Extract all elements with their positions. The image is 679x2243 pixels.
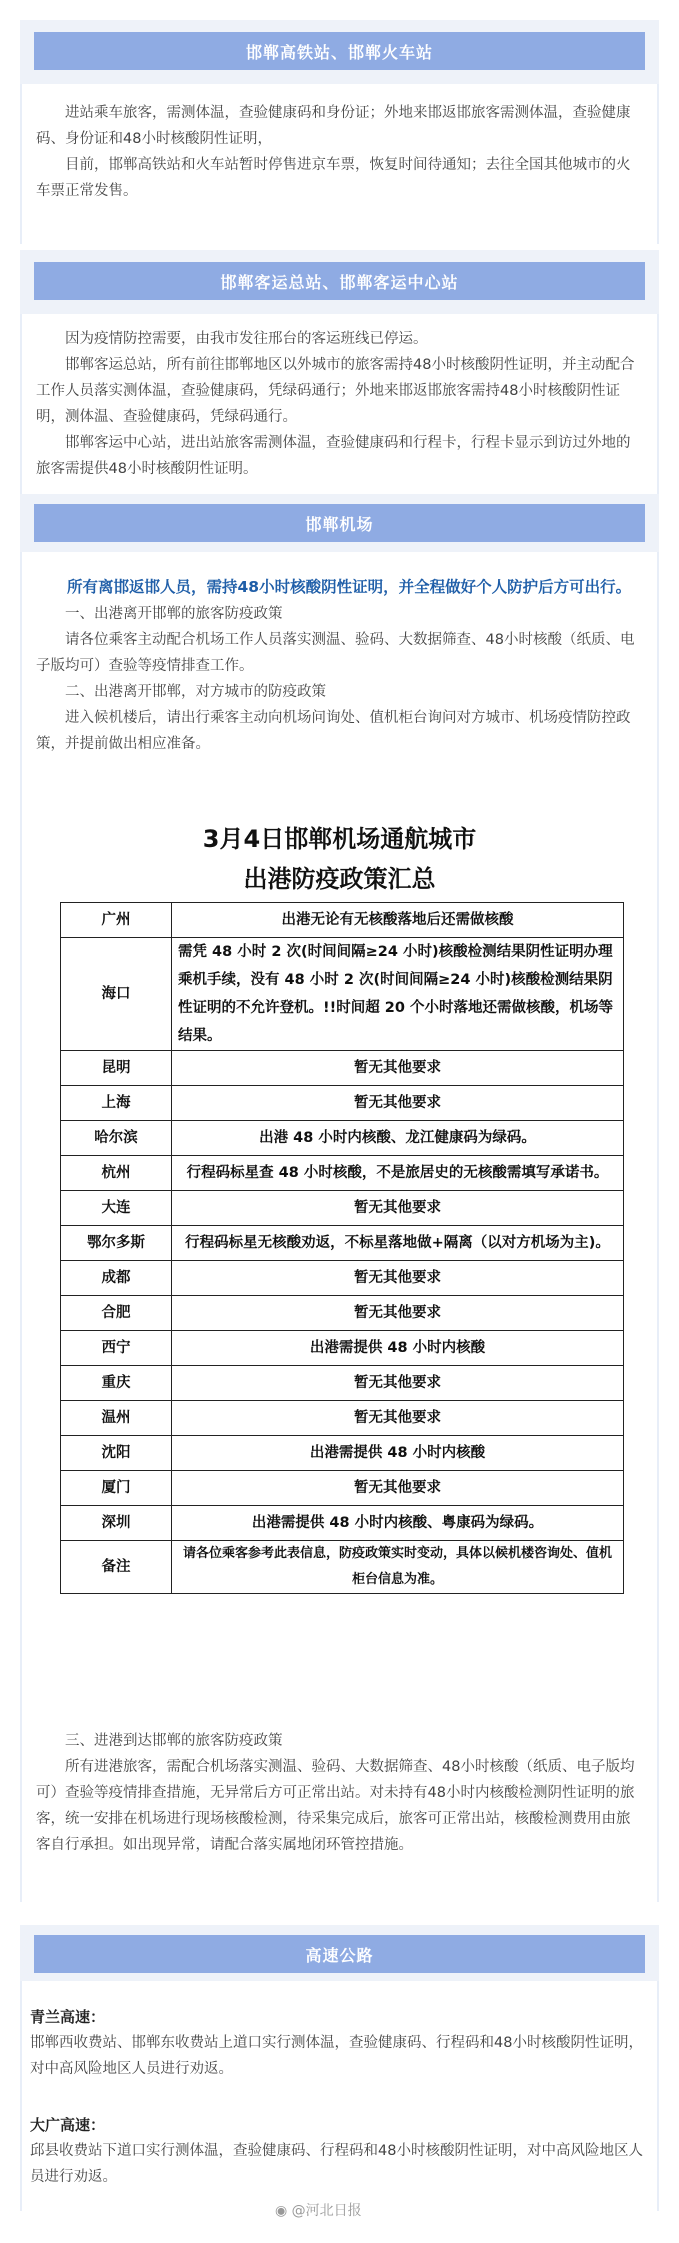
table-cell-rule: 行程码标星查 48 小时核酸，不是旅居史的无核酸需填写承诺书。 [172, 1156, 624, 1191]
table-cell-rule: 出港需提供 48 小时内核酸 [172, 1436, 624, 1471]
airport-p1-title: 一、出港离开邯郸的旅客防疫政策 [65, 606, 283, 622]
table-cell-city: 西宁 [61, 1331, 172, 1366]
table-cell-rule: 暂无其他要求 [172, 1086, 624, 1121]
daguang-title: 大广高速： [30, 2116, 106, 2134]
bus-content [36, 326, 642, 482]
table-row [61, 1296, 624, 1331]
table-cell-city: 合肥 [61, 1296, 172, 1331]
rail-header: 邯郸高铁站、邯郸火车站 [34, 32, 645, 70]
table-row [61, 1331, 624, 1366]
table-cell-rule: 暂无其他要求 [172, 1261, 624, 1296]
highway-content [30, 2004, 648, 2190]
table-row [61, 1541, 624, 1594]
table-cell-rule: 行程码标星无核酸劝返，不标星落地做+隔离（以对方机场为主)。 [172, 1226, 624, 1261]
rail-banner [20, 20, 659, 84]
table-row [61, 1401, 624, 1436]
table-cell-city: 温州 [61, 1401, 172, 1436]
airport-banner [20, 494, 659, 552]
highway-banner [20, 1925, 659, 1981]
weibo-icon: ◉ [275, 2203, 288, 2219]
airport-p1-text: 请各位乘客主动配合机场工作人员落实测温、验码、大数据筛查、48小时核酸（纸质、电子版均可）查验等疫情排查工作。 [36, 632, 635, 674]
table-row [61, 1366, 624, 1401]
airport-p2-text: 进入候机楼后，请出行乘客主动向机场问询处、值机柜台询问对方城市、机场疫情防控政策，并提前做出相应准备。 [36, 710, 631, 752]
table-cell-city: 备注 [61, 1541, 172, 1594]
policy-table [60, 902, 624, 1594]
table-row [61, 938, 624, 1051]
rail-paragraph-1: 进站乘车旅客，需测体温，查验健康码和身份证；外地来邯返邯旅客需测体温，查验健康码、身份证和48小时核酸阴性证明， [36, 105, 631, 147]
table-row [61, 903, 624, 938]
table-row [61, 1156, 624, 1191]
table-cell-city: 大连 [61, 1191, 172, 1226]
bus-paragraph-2: 邯郸客运总站，所有前往邯郸地区以外城市的旅客需持48小时核酸阴性证明，并主动配合工作人员落实测体温，查验健康码，凭绿码通行；外地来邯返邯旅客需持48小时核酸阴性证明，测体温、查验健康码，凭绿码通行。 [36, 357, 635, 425]
table-row [61, 1121, 624, 1156]
table-cell-city: 成都 [61, 1261, 172, 1296]
watermark-text: @河北日报 [291, 2203, 362, 2219]
table-row [61, 1261, 624, 1296]
table-cell-city: 昆明 [61, 1051, 172, 1086]
table-row [61, 1436, 624, 1471]
table-title-line2: 出港防疫政策汇总 [243, 865, 436, 893]
rail-content [36, 100, 642, 204]
table-cell-rule: 出港无论有无核酸落地后还需做核酸 [172, 903, 624, 938]
airport-p3-text: 所有进港旅客，需配合机场落实测温、验码、大数据筛查、48小时核酸（纸质、电子版均可）查验等疫情排查措施，无异常后方可正常出站。对未持有48小时内核酸检测阴性证明的旅客，统一安排在机场进行现场核酸检测，待采集完成后，旅客可正常出站，核酸检测费用由旅客自行承担。如出现异常，请配合落实属地闭环管控措施。 [36, 1759, 635, 1853]
table-cell-city: 广州 [61, 903, 172, 938]
airport-arrival [36, 1728, 642, 1858]
table-row [61, 1506, 624, 1541]
table-cell-city: 厦门 [61, 1471, 172, 1506]
table-cell-city: 深圳 [61, 1506, 172, 1541]
table-row [61, 1471, 624, 1506]
airport-highlight: 所有离邯返邯人员，需持48小时核酸阴性证明，并全程做好个人防护后方可出行。 [67, 578, 632, 596]
qinglan-title: 青兰高速： [30, 2008, 106, 2026]
table-cell-rule: 暂无其他要求 [172, 1296, 624, 1331]
table-cell-rule: 暂无其他要求 [172, 1471, 624, 1506]
table-cell-city: 鄂尔多斯 [61, 1226, 172, 1261]
table-cell-rule: 出港需提供 48 小时内核酸、粤康码为绿码。 [172, 1506, 624, 1541]
table-cell-rule: 暂无其他要求 [172, 1401, 624, 1436]
table-cell-rule: 出港 48 小时内核酸、龙江健康码为绿码。 [172, 1121, 624, 1156]
airport-p3-title: 三、进港到达邯郸的旅客防疫政策 [65, 1733, 283, 1749]
table-cell-rule: 需凭 48 小时 2 次(时间间隔≥24 小时)核酸检测结果阴性证明办理乘机手续，没有 48 小时 2 次(时间间隔≥24 小时)核酸检测结果阴性证明的不允许登机。!!时间超 20 个小时落地还需做核酸，机场等结果。 [172, 938, 624, 1051]
bus-paragraph-1: 因为疫情防控需要，由我市发往邢台的客运班线已停运。 [65, 331, 428, 347]
table-cell-rule: 暂无其他要求 [172, 1051, 624, 1086]
highway-header: 高速公路 [34, 1935, 645, 1973]
policy-table-body [61, 903, 624, 1594]
table-cell-city: 上海 [61, 1086, 172, 1121]
qinglan-text: 邯郸西收费站、邯郸东收费站上道口实行测体温，查验健康码、行程码和48小时核酸阴性证明，对中高风险地区人员进行劝返。 [30, 2035, 643, 2077]
airport-header: 邯郸机场 [34, 504, 645, 542]
bus-paragraph-3: 邯郸客运中心站，进出站旅客需测体温，查验健康码和行程卡，行程卡显示到访过外地的旅客需提供48小时核酸阴性证明。 [36, 435, 631, 477]
daguang-text: 邱县收费站下道口实行测体温，查验健康码、行程码和48小时核酸阴性证明，对中高风险地区人员进行劝返。 [30, 2143, 643, 2185]
airport-intro [36, 574, 642, 757]
table-cell-rule: 请各位乘客参考此表信息，防疫政策实时变动，具体以候机楼咨询处、值机柜台信息为准。 [172, 1541, 624, 1594]
rail-paragraph-2: 目前，邯郸高铁站和火车站暂时停售进京车票，恢复时间待通知；去往全国其他城市的火车票正常发售。 [36, 157, 631, 199]
table-row [61, 1051, 624, 1086]
airport-p2-title: 二、出港离开邯郸，对方城市的防疫政策 [65, 684, 326, 700]
watermark [275, 2200, 362, 2220]
table-row [61, 1226, 624, 1261]
bus-banner [20, 250, 659, 314]
bus-header: 邯郸客运总站、邯郸客运中心站 [34, 262, 645, 300]
table-cell-rule: 出港需提供 48 小时内核酸 [172, 1331, 624, 1366]
table-row [61, 1086, 624, 1121]
table-title-line1: 3月4日邯郸机场通航城市 [202, 825, 477, 853]
table-cell-city: 沈阳 [61, 1436, 172, 1471]
table-cell-rule: 暂无其他要求 [172, 1366, 624, 1401]
table-cell-rule: 暂无其他要求 [172, 1191, 624, 1226]
table-cell-city: 杭州 [61, 1156, 172, 1191]
table-cell-city: 海口 [61, 938, 172, 1051]
table-cell-city: 重庆 [61, 1366, 172, 1401]
table-cell-city: 哈尔滨 [61, 1121, 172, 1156]
table-row [61, 1191, 624, 1226]
